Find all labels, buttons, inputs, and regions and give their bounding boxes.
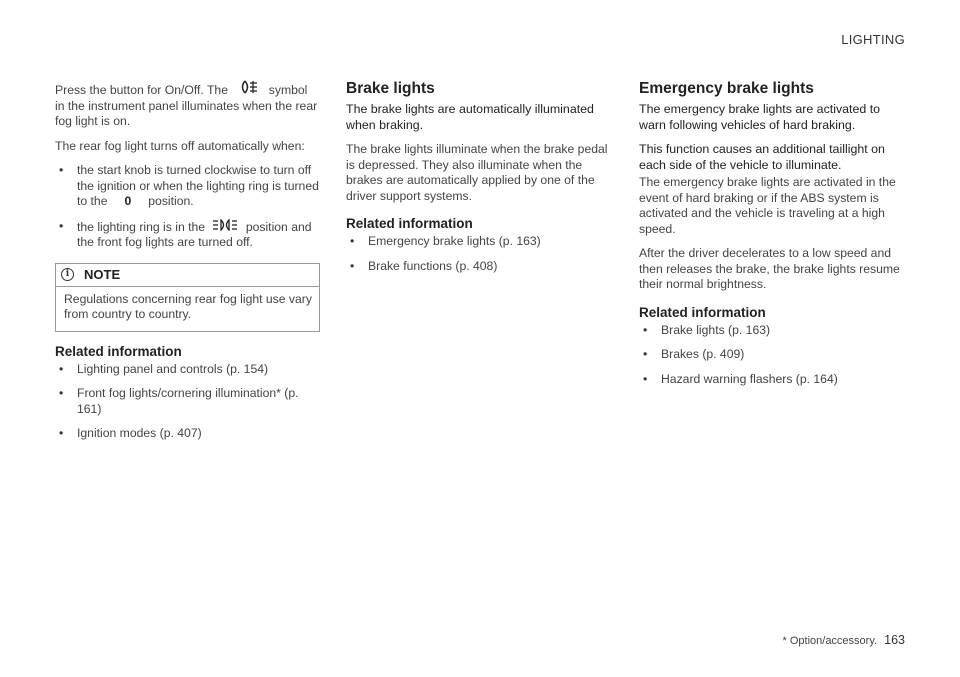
body-paragraph: After the driver decelerates to a low speed and then releases the brake, the brake lights resume their normal brightness. <box>639 246 900 291</box>
page-number: 163 <box>884 633 905 647</box>
related-information-heading: Related information <box>55 343 182 359</box>
page-footer <box>783 633 905 647</box>
section-title: Emergency brake lights <box>639 80 814 97</box>
related-link[interactable]: • Emergency brake lights (p. 163) <box>346 234 611 250</box>
section-title: Brake lights <box>346 80 435 97</box>
related-information-heading: Related information <box>346 216 473 231</box>
footnote-option-accessory: * Option/accessory. <box>782 635 878 647</box>
info-icon: i <box>61 268 74 281</box>
related-list <box>639 323 904 388</box>
zero-position-symbol: 0 <box>124 194 132 208</box>
note-header <box>56 264 319 287</box>
body-paragraph: The brake lights illuminate when the brake pedal is depressed. They also illuminate when the brakes are automatically applied by one of the driver support systems. <box>346 142 608 203</box>
running-header: LIGHTING <box>841 32 905 47</box>
auto-off-list <box>55 163 320 251</box>
related-link[interactable]: • Ignition modes (p. 407) <box>55 426 320 442</box>
note-title: NOTE <box>84 266 121 282</box>
list-item: • the lighting ring is in the position and the front fog lights are turned off. <box>55 219 320 251</box>
related-link[interactable]: • Brake lights (p. 163) <box>639 323 904 339</box>
body-paragraph: The emergency brake lights are activated in the event of hard braking or if the ABS system is activated and the vehicle is traveling at a high speed. <box>639 175 896 236</box>
auto-off-paragraph: The rear fog light turns off automatically when: <box>55 138 305 153</box>
column-brake-lights <box>346 80 611 283</box>
related-list <box>346 234 611 274</box>
related-list <box>55 362 320 442</box>
list-item: • the start knob is turned clockwise to turn off the ignition or when the lighting ring is turned to the 0 position. <box>55 163 320 210</box>
related-link[interactable]: • Hazard warning flashers (p. 164) <box>639 372 904 388</box>
lead-paragraph: The brake lights are automatically illuminated when braking. <box>346 102 594 132</box>
rear-fog-light-icon <box>231 80 265 99</box>
column-emergency-brake-lights <box>639 80 904 396</box>
note-box <box>55 263 320 332</box>
related-link[interactable]: • Lighting panel and controls (p. 154) <box>55 362 320 378</box>
related-link[interactable]: • Brakes (p. 409) <box>639 347 904 363</box>
column-rear-fog-light <box>55 80 320 451</box>
lead-paragraph: The emergency brake lights are activated to warn following vehicles of hard braking. <box>639 102 881 132</box>
position-lights-icon <box>208 219 242 236</box>
lead-paragraph: This function causes an additional taillight on each side of the vehicle to illuminate. <box>639 142 885 172</box>
related-information-heading: Related information <box>639 304 766 320</box>
related-link[interactable]: • Brake functions (p. 408) <box>346 259 611 275</box>
related-link[interactable]: • Front fog lights/cornering illumination* (p. 161) <box>55 386 320 417</box>
intro-paragraph: Press the button for On/Off. The symbol in the instrument panel illuminates when the rear fog light is on. <box>55 80 320 130</box>
note-body: Regulations concerning rear fog light use vary from country to country. <box>64 291 312 321</box>
